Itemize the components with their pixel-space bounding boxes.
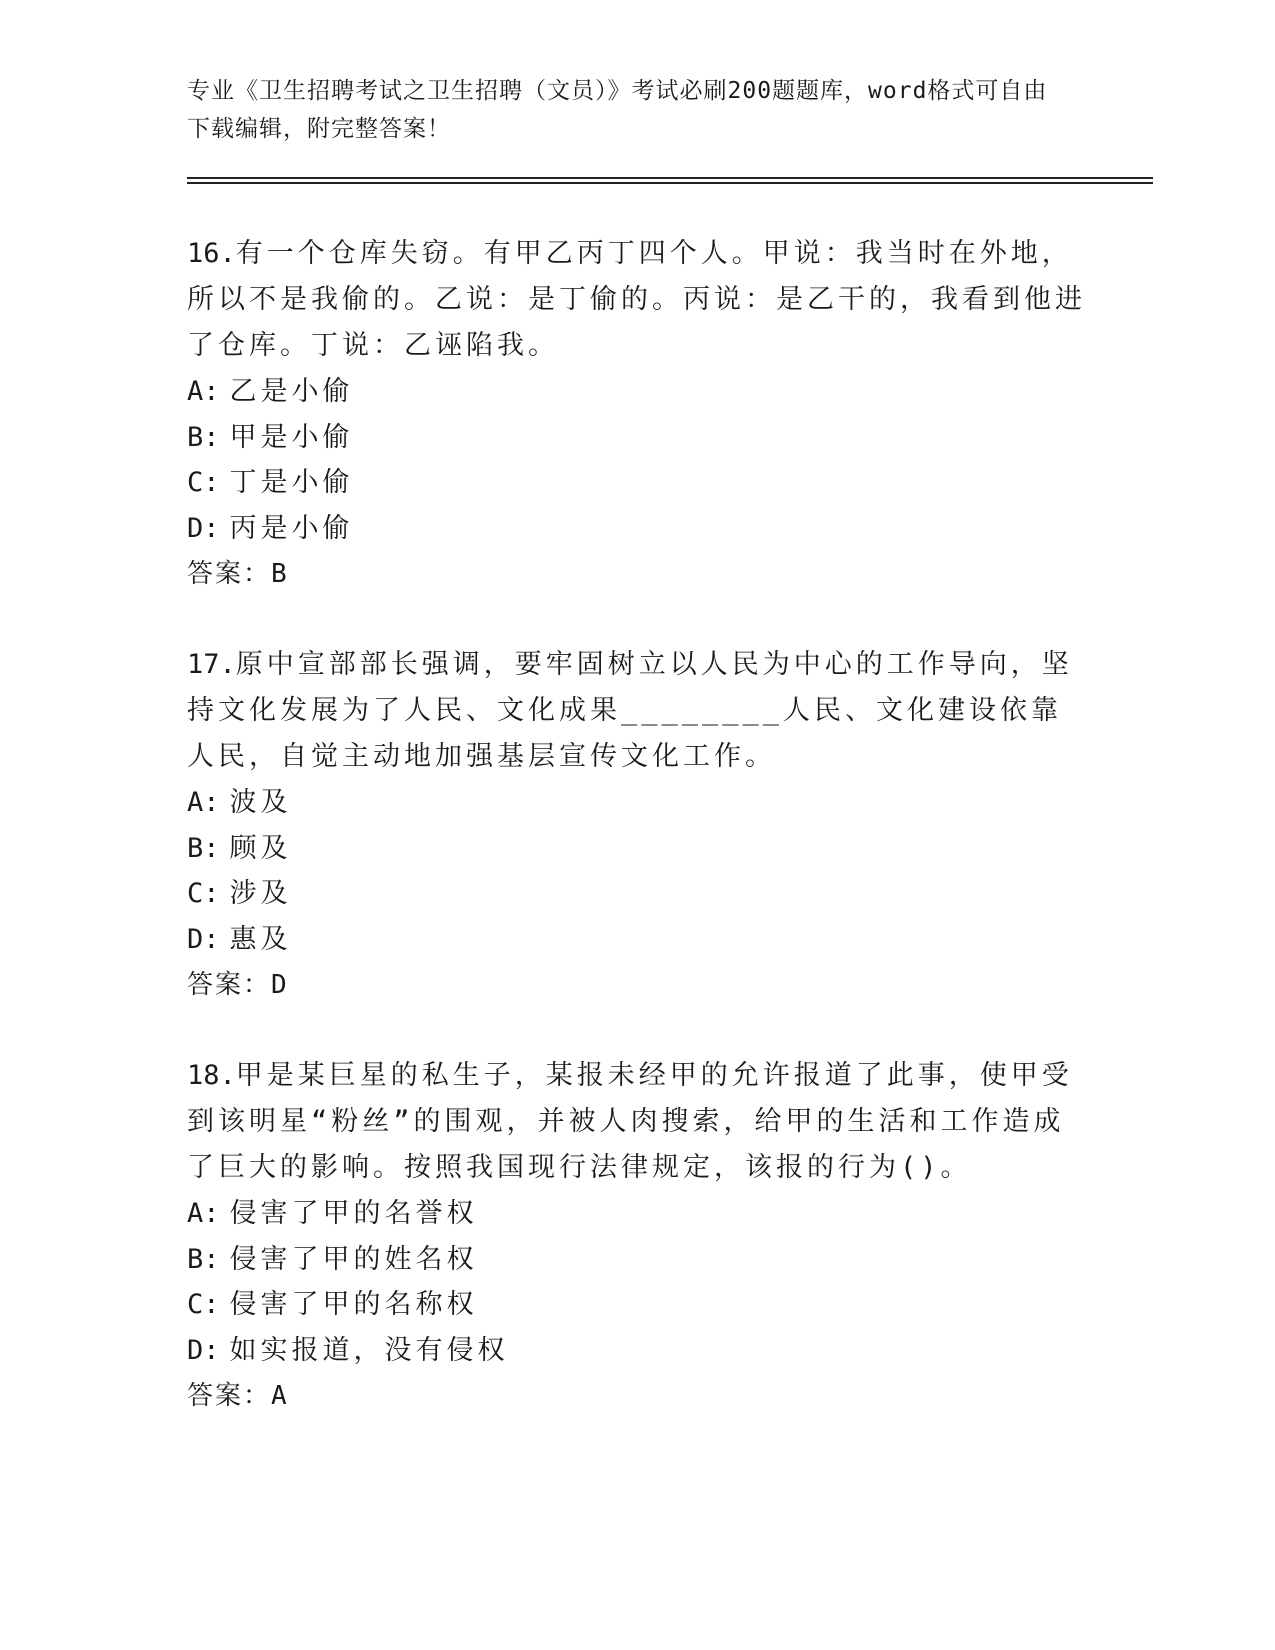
- option-key: D:: [187, 923, 220, 955]
- option-key: D:: [187, 1334, 220, 1366]
- option-text: 波及: [229, 787, 292, 818]
- option-b: [187, 415, 1087, 461]
- option-list: [187, 1191, 1087, 1373]
- answer-line: 答案：A: [187, 1381, 289, 1411]
- option-d: [187, 506, 1087, 552]
- question-number: 16.: [187, 238, 236, 269]
- option-key: B:: [187, 421, 220, 453]
- option-key: C:: [187, 1289, 220, 1320]
- option-a: [187, 369, 1087, 415]
- option-text: 丙是小偷: [229, 512, 354, 544]
- option-text: 侵害了甲的姓名权: [229, 1243, 478, 1275]
- option-d: [187, 1328, 1087, 1374]
- question-17: [187, 642, 1087, 1008]
- option-c: [187, 460, 1087, 506]
- header-divider-bottom: [187, 182, 1153, 184]
- option-text: 丁是小偷: [229, 467, 354, 498]
- option-key: B:: [187, 832, 220, 864]
- option-text: 如实报道，没有侵权: [229, 1334, 509, 1366]
- option-key: A:: [187, 376, 220, 407]
- option-key: D:: [187, 512, 220, 544]
- option-text: 乙是小偷: [229, 376, 354, 407]
- option-b: [187, 1237, 1087, 1283]
- option-key: A:: [187, 1198, 220, 1229]
- option-b: [187, 826, 1087, 872]
- option-d: [187, 917, 1087, 963]
- question-stem: [187, 642, 1087, 780]
- option-key: C:: [187, 467, 220, 498]
- answer-line: 答案：D: [187, 970, 289, 1000]
- option-text: 顾及: [229, 832, 292, 864]
- question-stem: [187, 231, 1087, 369]
- option-text: 甲是小偷: [229, 421, 354, 453]
- option-key: A:: [187, 787, 220, 818]
- option-key: C:: [187, 878, 220, 909]
- question-stem: [187, 1053, 1087, 1191]
- option-c: [187, 871, 1087, 917]
- option-a: [187, 780, 1087, 826]
- question-text: 原中宣部部长强调，要牢固树立以人民为中心的工作导向，坚持文化发展为了人民、文化成果________人民、文化建设依靠人民，自觉主动地加强基层宣传文化工作。: [187, 649, 1073, 772]
- document-header: 专业《卫生招聘考试之卫生招聘（文员）》考试必刷200题题库，word格式可自由下载编辑，附完整答案！: [187, 78, 1048, 142]
- question-16: [187, 231, 1087, 597]
- answer-line: 答案：B: [187, 559, 289, 589]
- option-list: [187, 369, 1087, 551]
- option-list: [187, 780, 1087, 962]
- option-key: B:: [187, 1243, 220, 1275]
- option-text: 涉及: [229, 878, 292, 909]
- question-number: 17.: [187, 649, 236, 680]
- option-text: 惠及: [229, 923, 292, 955]
- question-18: [187, 1053, 1087, 1419]
- option-text: 侵害了甲的名誉权: [229, 1198, 478, 1229]
- header-divider-top: [187, 177, 1153, 179]
- option-text: 侵害了甲的名称权: [229, 1289, 478, 1320]
- question-text: 有一个仓库失窃。有甲乙丙丁四个人。甲说：我当时在外地，所以不是我偷的。乙说：是丁偷的。丙说：是乙干的，我看到他进了仓库。丁说：乙诬陷我。: [187, 238, 1086, 361]
- question-number: 18.: [187, 1060, 236, 1091]
- option-a: [187, 1191, 1087, 1237]
- question-text: 甲是某巨星的私生子，某报未经甲的允许报道了此事，使甲受到该明星“粉丝”的围观，并被人肉搜索，给甲的生活和工作造成了巨大的影响。按照我国现行法律规定，该报的行为()。: [187, 1060, 1073, 1183]
- option-c: [187, 1282, 1087, 1328]
